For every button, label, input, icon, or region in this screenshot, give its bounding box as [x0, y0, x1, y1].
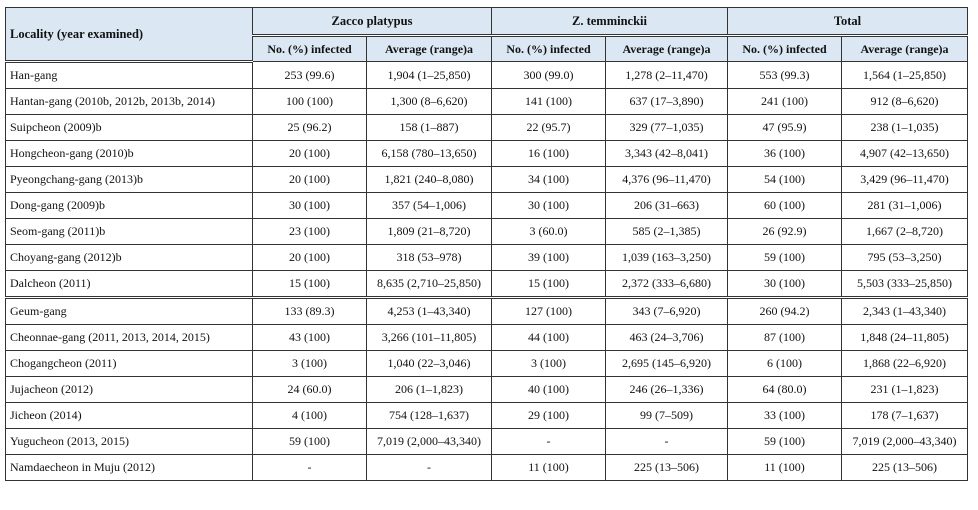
average-cell: 231 (1–1,823) [842, 377, 968, 403]
average-cell: - [606, 429, 728, 455]
average-cell: 318 (53–978) [367, 245, 492, 271]
infected-cell: 4 (100) [253, 403, 367, 429]
locality-cell: Suipcheon (2009)b [6, 115, 253, 141]
locality-cell: Han-gang [6, 62, 253, 89]
infected-cell: 20 (100) [253, 167, 367, 193]
average-cell: 3,266 (101–11,805) [367, 325, 492, 351]
infected-cell: 133 (89.3) [253, 298, 367, 325]
table-row [6, 62, 968, 89]
infected-cell: 15 (100) [253, 271, 367, 298]
infected-cell: - [492, 429, 606, 455]
average-cell: 343 (7–6,920) [606, 298, 728, 325]
average-cell: 2,372 (333–6,680) [606, 271, 728, 298]
table-row [6, 377, 968, 403]
sub-header-average: Average (range)a [842, 36, 968, 62]
locality-cell: Cheonnae-gang (2011, 2013, 2014, 2015) [6, 325, 253, 351]
infected-cell: 36 (100) [728, 141, 842, 167]
infected-cell: 25 (96.2) [253, 115, 367, 141]
average-cell: 7,019 (2,000–43,340) [367, 429, 492, 455]
infected-cell: 300 (99.0) [492, 62, 606, 89]
table-row [6, 403, 968, 429]
sub-header-average: Average (range)a [367, 36, 492, 62]
average-cell: 4,376 (96–11,470) [606, 167, 728, 193]
average-cell: 158 (1–887) [367, 115, 492, 141]
infected-cell: 60 (100) [728, 193, 842, 219]
infected-cell: 47 (95.9) [728, 115, 842, 141]
average-cell: 795 (53–3,250) [842, 245, 968, 271]
infected-cell: 24 (60.0) [253, 377, 367, 403]
infected-cell: 43 (100) [253, 325, 367, 351]
table-row [6, 455, 968, 481]
infected-cell: 253 (99.6) [253, 62, 367, 89]
infected-cell: 3 (100) [253, 351, 367, 377]
infected-cell: 3 (60.0) [492, 219, 606, 245]
infected-cell: 241 (100) [728, 89, 842, 115]
average-cell: 2,343 (1–43,340) [842, 298, 968, 325]
average-cell: 4,907 (42–13,650) [842, 141, 968, 167]
locality-cell: Pyeongchang-gang (2013)b [6, 167, 253, 193]
infected-cell: 30 (100) [253, 193, 367, 219]
table-row [6, 351, 968, 377]
average-cell: 3,429 (96–11,470) [842, 167, 968, 193]
average-cell: 4,253 (1–43,340) [367, 298, 492, 325]
table-row [6, 429, 968, 455]
infected-cell: 26 (92.9) [728, 219, 842, 245]
infected-cell: 59 (100) [253, 429, 367, 455]
table-row [6, 271, 968, 298]
infected-cell: 29 (100) [492, 403, 606, 429]
average-cell: 99 (7–509) [606, 403, 728, 429]
infection-table [5, 7, 968, 481]
infected-cell: 20 (100) [253, 141, 367, 167]
table-row [6, 325, 968, 351]
locality-cell: Geum-gang [6, 298, 253, 325]
infected-cell: 40 (100) [492, 377, 606, 403]
locality-header: Locality (year examined) [6, 8, 253, 62]
average-cell: - [367, 455, 492, 481]
average-cell: 637 (17–3,890) [606, 89, 728, 115]
infected-cell: 39 (100) [492, 245, 606, 271]
group-header-temminckii: Z. temminckii [492, 8, 728, 36]
infected-cell: 553 (99.3) [728, 62, 842, 89]
locality-cell: Namdaecheon in Muju (2012) [6, 455, 253, 481]
table-row [6, 89, 968, 115]
average-cell: 585 (2–1,385) [606, 219, 728, 245]
locality-cell: Jujacheon (2012) [6, 377, 253, 403]
average-cell: 5,503 (333–25,850) [842, 271, 968, 298]
infected-cell: 20 (100) [253, 245, 367, 271]
average-cell: 246 (26–1,336) [606, 377, 728, 403]
locality-cell: Chogangcheon (2011) [6, 351, 253, 377]
infected-cell: 127 (100) [492, 298, 606, 325]
infected-cell: 141 (100) [492, 89, 606, 115]
table-row [6, 219, 968, 245]
infected-cell: 64 (80.0) [728, 377, 842, 403]
average-cell: 206 (31–663) [606, 193, 728, 219]
locality-cell: Dalcheon (2011) [6, 271, 253, 298]
table-container [5, 7, 968, 481]
infected-cell: 16 (100) [492, 141, 606, 167]
infected-cell: 59 (100) [728, 245, 842, 271]
infected-cell: 54 (100) [728, 167, 842, 193]
infected-cell: 100 (100) [253, 89, 367, 115]
infected-cell: 3 (100) [492, 351, 606, 377]
infected-cell: 30 (100) [492, 193, 606, 219]
average-cell: 7,019 (2,000–43,340) [842, 429, 968, 455]
table-body [6, 62, 968, 481]
average-cell: 2,695 (145–6,920) [606, 351, 728, 377]
infected-cell: 22 (95.7) [492, 115, 606, 141]
table-row [6, 245, 968, 271]
average-cell: 1,868 (22–6,920) [842, 351, 968, 377]
average-cell: 3,343 (42–8,041) [606, 141, 728, 167]
average-cell: 6,158 (780–13,650) [367, 141, 492, 167]
locality-cell: Yugucheon (2013, 2015) [6, 429, 253, 455]
table-row [6, 115, 968, 141]
group-header-total: Total [728, 8, 968, 36]
locality-cell: Jicheon (2014) [6, 403, 253, 429]
infected-cell: 260 (94.2) [728, 298, 842, 325]
average-cell: 357 (54–1,006) [367, 193, 492, 219]
locality-cell: Choyang-gang (2012)b [6, 245, 253, 271]
average-cell: 1,300 (8–6,620) [367, 89, 492, 115]
average-cell: 754 (128–1,637) [367, 403, 492, 429]
table-row [6, 193, 968, 219]
infected-cell: 11 (100) [492, 455, 606, 481]
average-cell: 178 (7–1,637) [842, 403, 968, 429]
average-cell: 281 (31–1,006) [842, 193, 968, 219]
infected-cell: - [253, 455, 367, 481]
infected-cell: 87 (100) [728, 325, 842, 351]
average-cell: 1,040 (22–3,046) [367, 351, 492, 377]
average-cell: 238 (1–1,035) [842, 115, 968, 141]
average-cell: 225 (13–506) [842, 455, 968, 481]
sub-header-average: Average (range)a [606, 36, 728, 62]
average-cell: 1,848 (24–11,805) [842, 325, 968, 351]
table-row [6, 298, 968, 325]
average-cell: 1,278 (2–11,470) [606, 62, 728, 89]
average-cell: 1,039 (163–3,250) [606, 245, 728, 271]
locality-cell: Hantan-gang (2010b, 2012b, 2013b, 2014) [6, 89, 253, 115]
locality-cell: Dong-gang (2009)b [6, 193, 253, 219]
locality-cell: Seom-gang (2011)b [6, 219, 253, 245]
average-cell: 225 (13–506) [606, 455, 728, 481]
infected-cell: 59 (100) [728, 429, 842, 455]
average-cell: 912 (8–6,620) [842, 89, 968, 115]
infected-cell: 44 (100) [492, 325, 606, 351]
sub-header-infected: No. (%) infected [253, 36, 367, 62]
infected-cell: 15 (100) [492, 271, 606, 298]
group-header-zacco: Zacco platypus [253, 8, 492, 36]
sub-header-infected: No. (%) infected [492, 36, 606, 62]
average-cell: 1,564 (1–25,850) [842, 62, 968, 89]
header-group-row [6, 8, 968, 36]
sub-header-infected: No. (%) infected [728, 36, 842, 62]
average-cell: 1,904 (1–25,850) [367, 62, 492, 89]
average-cell: 8,635 (2,710–25,850) [367, 271, 492, 298]
infected-cell: 6 (100) [728, 351, 842, 377]
infected-cell: 34 (100) [492, 167, 606, 193]
average-cell: 1,821 (240–8,080) [367, 167, 492, 193]
table-row [6, 167, 968, 193]
infected-cell: 11 (100) [728, 455, 842, 481]
average-cell: 1,667 (2–8,720) [842, 219, 968, 245]
average-cell: 1,809 (21–8,720) [367, 219, 492, 245]
table-row [6, 141, 968, 167]
infected-cell: 30 (100) [728, 271, 842, 298]
locality-cell: Hongcheon-gang (2010)b [6, 141, 253, 167]
infected-cell: 23 (100) [253, 219, 367, 245]
average-cell: 206 (1–1,823) [367, 377, 492, 403]
average-cell: 463 (24–3,706) [606, 325, 728, 351]
average-cell: 329 (77–1,035) [606, 115, 728, 141]
infected-cell: 33 (100) [728, 403, 842, 429]
